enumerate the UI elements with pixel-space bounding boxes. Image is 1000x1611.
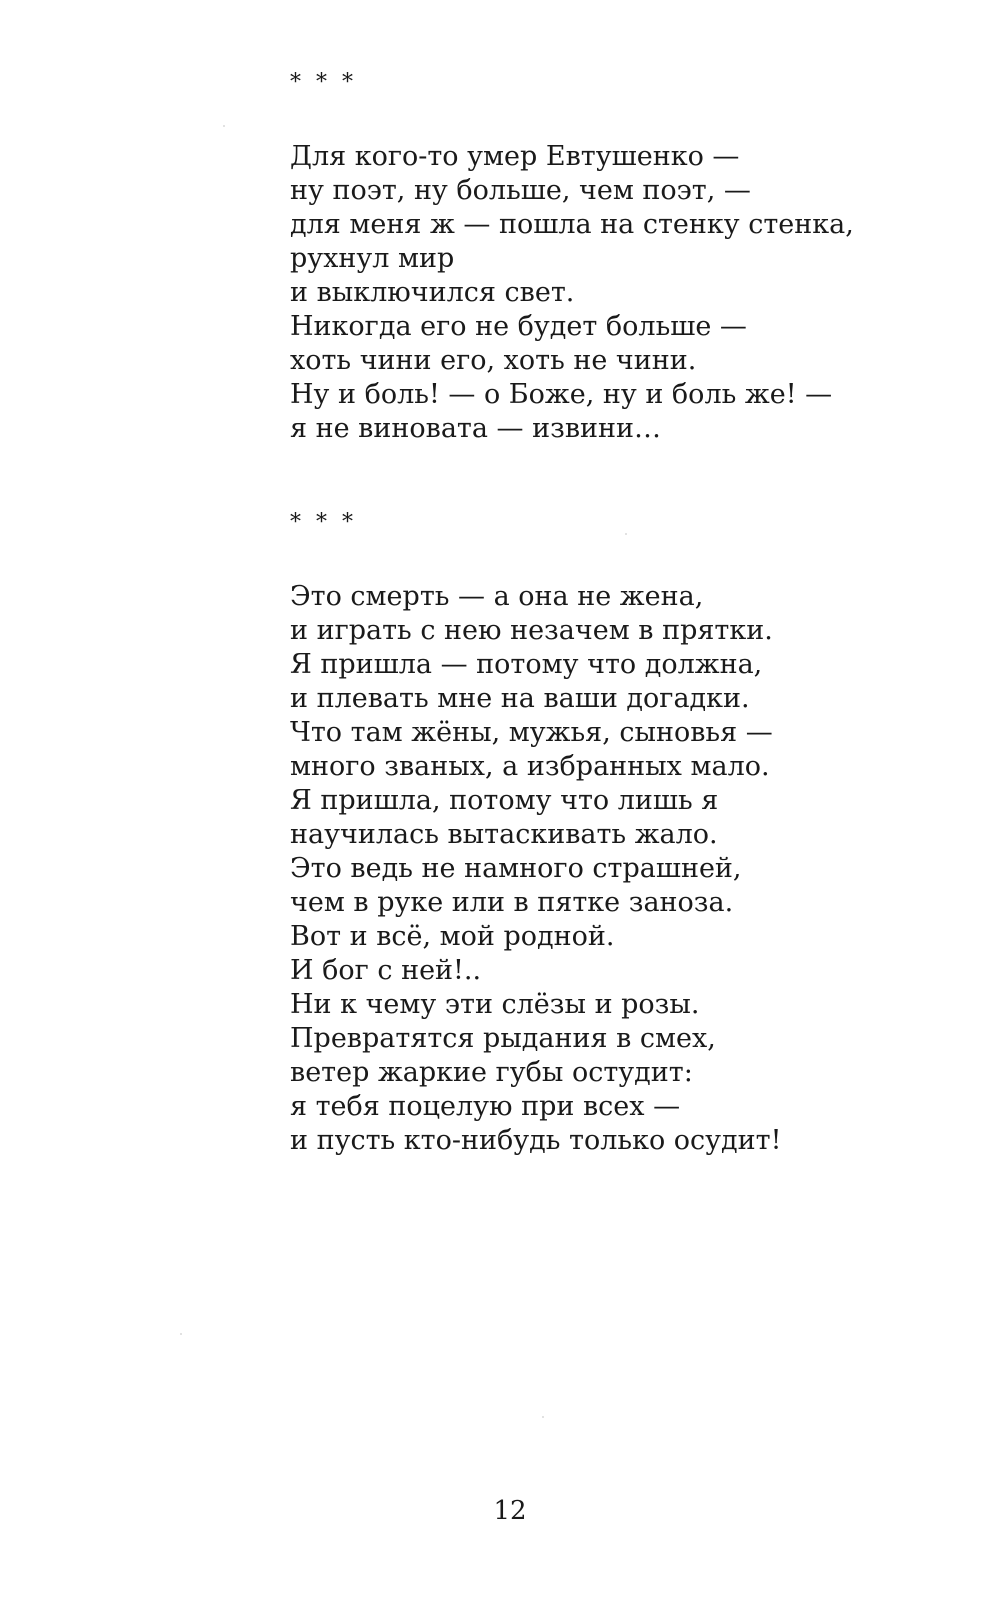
- scan-speck: [625, 533, 627, 535]
- poem-line: для меня ж — пошла на стенку стенка,: [290, 209, 854, 240]
- poem-line: ну поэт, ну больше, чем поэт, —: [290, 175, 751, 206]
- poem-line: много званых, а избранных мало.: [290, 751, 770, 782]
- poem-line: Для кого-то умер Евтушенко —: [290, 141, 740, 172]
- poem-line: Это смерть — а она не жена,: [290, 581, 704, 612]
- poem-line: и выключился свет.: [290, 277, 575, 308]
- poem-line: ветер жаркие губы остудит:: [290, 1057, 693, 1088]
- poem-line: я тебя поцелую при всех —: [290, 1091, 681, 1122]
- poem-line: научилась вытаскивать жало.: [290, 819, 718, 850]
- poem-line: и пусть кто-нибудь только осудит!: [290, 1125, 782, 1156]
- poem-line: и плевать мне на ваши догадки.: [290, 683, 750, 714]
- poem-line: Ну и боль! — о Боже, ну и боль же! —: [290, 379, 833, 410]
- poem-line: рухнул мир: [290, 243, 455, 274]
- scan-speck: [223, 125, 225, 127]
- poem-line: и играть с нею незачем в прятки.: [290, 615, 773, 646]
- poem-line: Я пришла — потому что должна,: [290, 649, 763, 680]
- poem-line: Ни к чему эти слёзы и розы.: [290, 989, 700, 1020]
- scan-speck: [542, 1416, 544, 1418]
- poem-line: чем в руке или в пятке заноза.: [290, 887, 734, 918]
- poem-line: хоть чини его, хоть не чини.: [290, 345, 697, 376]
- poem-line: Это ведь не намного страшней,: [290, 853, 742, 884]
- poem-line: И бог с ней!..: [290, 955, 482, 986]
- poem-1: [290, 72, 970, 446]
- poem-2-text: [290, 580, 970, 1158]
- page-number: 12: [493, 1496, 527, 1526]
- poem-line: Вот и всё, мой родной.: [290, 921, 615, 952]
- poem-1-text: [290, 140, 970, 446]
- poem-line: Что там жёны, мужья, сыновья —: [290, 717, 773, 748]
- scan-speck: [180, 1333, 182, 1335]
- poem-line: я не виновата — извини…: [290, 413, 662, 444]
- poem-line: Превратятся рыдания в смех,: [290, 1023, 716, 1054]
- poem-separator: * * *: [290, 70, 357, 95]
- poem-line: Я пришла, потому что лишь я: [290, 785, 719, 816]
- poem-2: [290, 512, 970, 1158]
- poem-separator: * * *: [290, 510, 357, 535]
- poem-line: Никогда его не будет больше —: [290, 311, 747, 342]
